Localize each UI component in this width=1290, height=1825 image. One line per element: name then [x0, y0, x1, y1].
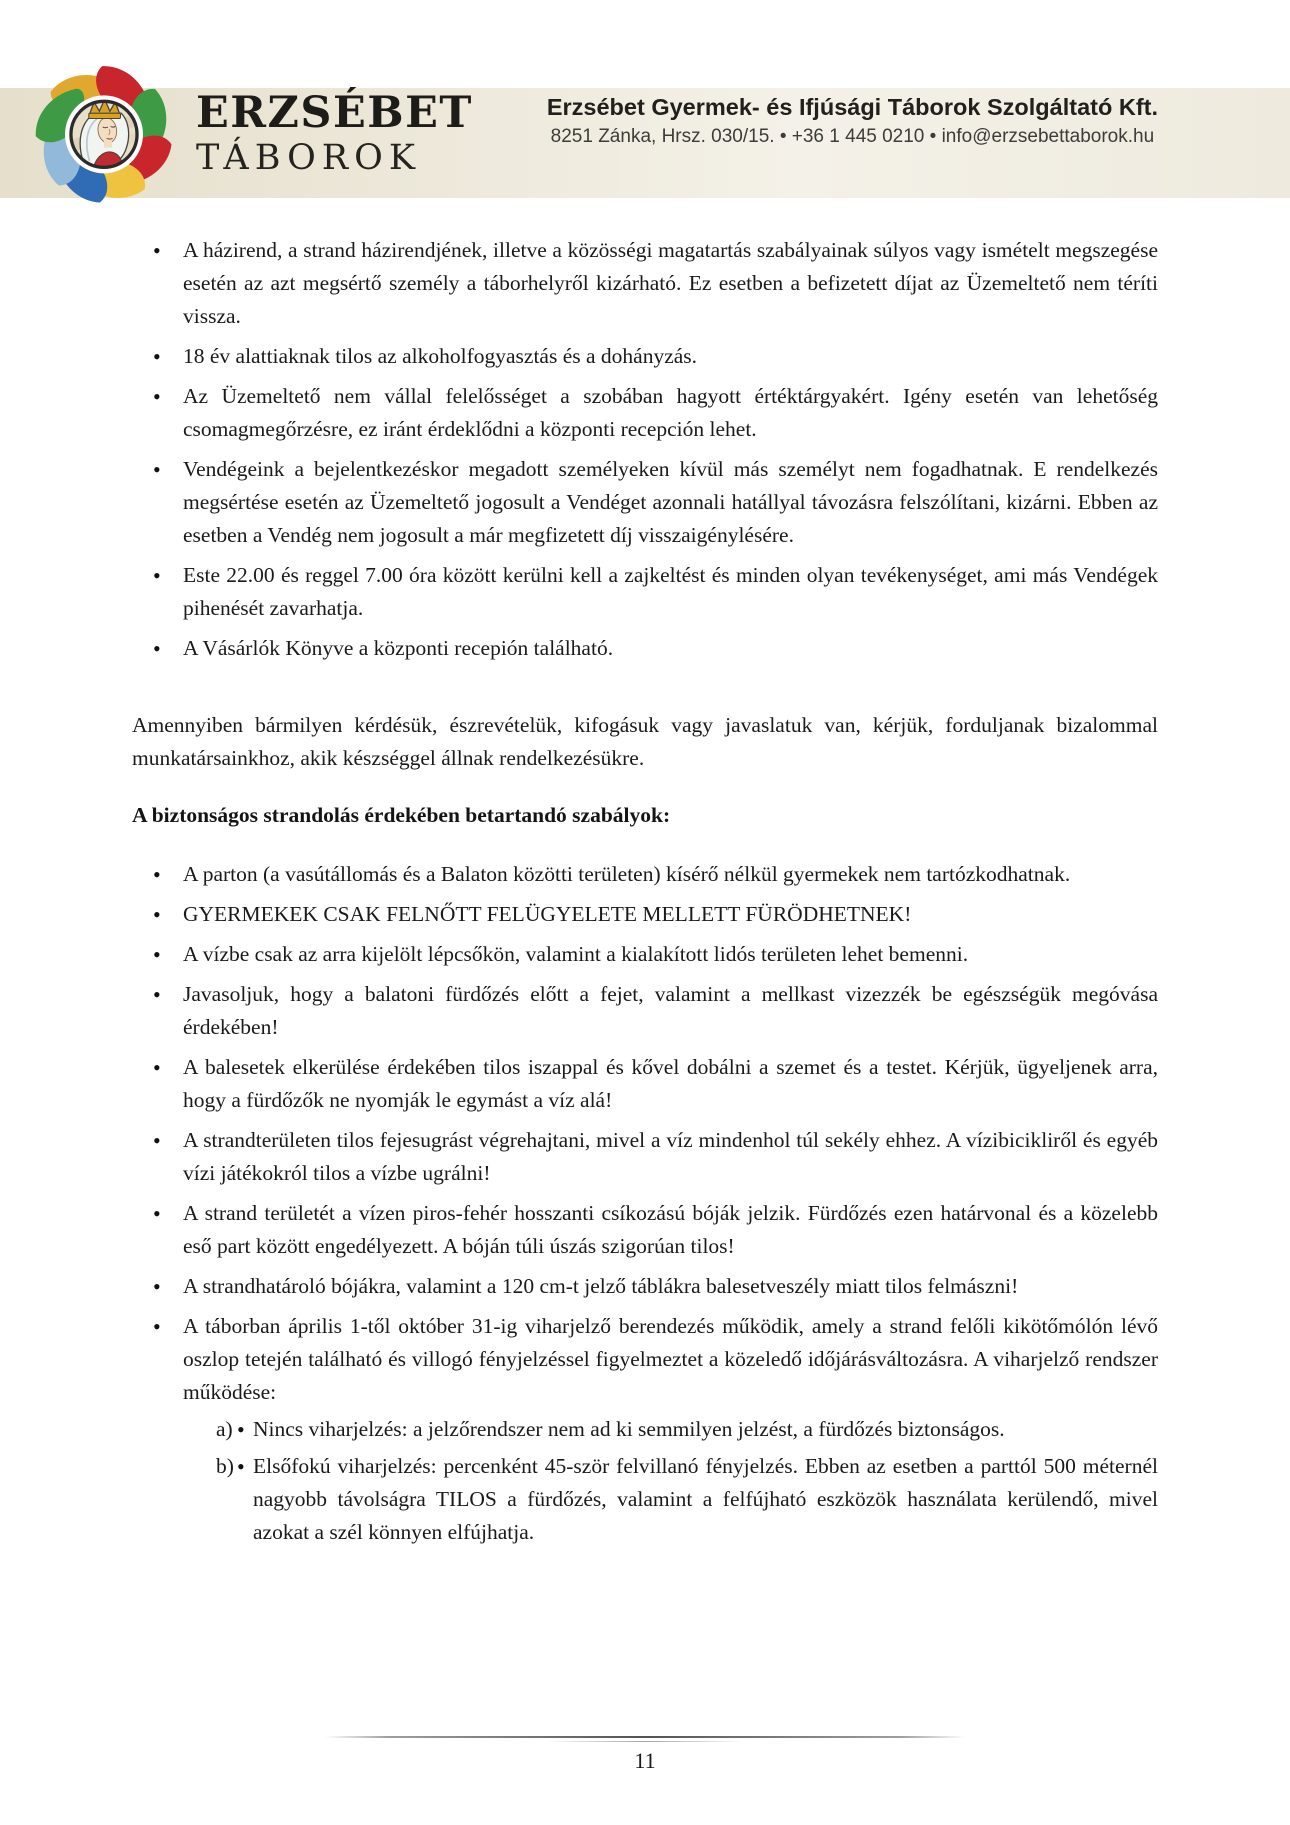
company-name: Erzsébet Gyermek- és Ifjúsági Táborok Szolgáltató Kft.	[546, 94, 1158, 120]
rule-item: • A strandhatároló bójákra, valamint a 120 cm-t jelző táblákra balesetveszély miatt tilos felmászni!	[132, 1270, 1158, 1303]
logo-emblem-icon	[28, 58, 180, 216]
section-heading: A biztonságos strandolás érdekében betartandó szabályok:	[132, 803, 671, 827]
rule-item: • A vízbe csak az arra kijelölt lépcsőkön, valamint a kialakított lidós területen lehet bemenni.	[132, 938, 1158, 971]
company-info	[547, 94, 1158, 148]
rule-item: • Este 22.00 és reggel 7.00 óra között kerülni kell a zajkeltést és minden olyan tevékenységet, ami más Vendégek pihenését zavarhatja.	[132, 559, 1158, 625]
rule-item: • Az Üzemeltető nem vállal felelősséget a szobában hagyott értéktárgyakért. Igény esetén van lehetőség csomagmegőrzésre, ez iránt érdeklődni a központi recepción lehet.	[132, 380, 1158, 446]
brand-wordmark	[196, 88, 473, 178]
erzsebet-taborok-logo	[28, 58, 180, 216]
rule-item: • Vendégeink a bejelentkezéskor megadott személyeken kívül más személyt nem fogadhatnak. E rendelkezés megsértése esetén az Üzemeltető jogosult a Vendéget azonnali hatállyal távozásra felszólítani, kizárni. Ebben az esetben a Vendég nem jogosult a már megfizetett díj visszaigénylésére.	[132, 453, 1158, 552]
rule-item: • Javasoljuk, hogy a balatoni fürdőzés előtt a fejet, valamint a mellkast vizezzék be egészségük megóvása érdekében!	[132, 978, 1158, 1044]
general-rules-list	[132, 234, 1158, 665]
footer-flourish-small	[545, 1741, 745, 1742]
rule-item: • GYERMEKEK CSAK FELNŐTT FELÜGYELETE MELLETT FÜRÖDHETNEK!	[132, 898, 1158, 931]
page-number: 11	[634, 1748, 656, 1773]
rule-item: • A strand területét a vízen piros-fehér hosszanti csíkozású bóják jelzik. Fürdőzés ezen határvonal és a közelebb eső part között engedélyezett. A bóján túli úszás szigorúan tilos!	[132, 1197, 1158, 1263]
rule-item	[132, 1310, 1158, 1549]
sublist-text: Elsőfokú viharjelzés: percenként 45-ször felvillanó fényjelzés. Ebben az esetben a parttól 500 méternél nagyobb távolságra TILOS a fürdőzés, valamint a felfújható eszközök használata kerülendő, mivel azokat a szél könnyen elfújhatja.	[253, 1454, 1158, 1544]
sublist-item	[216, 1413, 1158, 1446]
rule-item: • A balesetek elkerülése érdekében tilos iszappal és kővel dobálni a szemet és a testet. Kérjük, ügyeljenek arra, hogy a fürdőzők ne nyomják le egymást a víz alá!	[132, 1051, 1158, 1117]
page-footer	[0, 1736, 1290, 1774]
company-contact: 8251 Zánka, Hrsz. 030/15. • +36 1 445 0210 • info@erzsebettaborok.hu	[550, 126, 1155, 147]
closing-paragraph: Amennyiben bármilyen kérdésük, észrevételük, kifogásuk vagy javaslatuk van, kérjük, forduljanak bizalommal munkatársainkhoz, akik készséggel állnak rendelkezésükre.	[132, 713, 1158, 770]
sublist-label: • a)	[216, 1417, 233, 1441]
sublist-text: Nincs viharjelzés: a jelzőrendszer nem ad ki semmilyen jelzést, a fürdőzés biztonságos.	[253, 1417, 1005, 1441]
rule-text: A táborban április 1-től október 31-ig viharjelző berendezés működik, amely a strand felőli kikötőmólón lévő oszlop tetején található és villogó fényjelzéssel figyelmeztet a közeledő időjárásváltozásra. A viharjelző rendszer működése:	[183, 1314, 1158, 1404]
rule-item: • A strandterületen tilos fejesugrást végrehajtani, mivel a víz mindenhol túl sekély ehhez. A vízibicikliről és egyéb vízi játékokról tilos a vízbe ugrálni!	[132, 1124, 1158, 1190]
brand-name: ERZSÉBET	[196, 88, 473, 138]
sublist-item	[216, 1450, 1158, 1549]
rule-item: • A házirend, a strand házirendjének, illetve a közösségi magatartás szabályainak súlyos vagy ismételt megszegése esetén az azt megsértő személy a táborhelyről kizárható. Ez esetben a befizetett díjat az Üzemeltető nem téríti vissza.	[132, 234, 1158, 333]
storm-signal-sublist	[216, 1413, 1158, 1549]
document-content	[132, 234, 1158, 1556]
rule-item: • A Vásárlók Könyve a központi recepión található.	[132, 632, 1158, 665]
footer-flourish	[325, 1736, 965, 1738]
rule-item: • A parton (a vasútállomás és a Balaton közötti területen) kísérő nélkül gyermekek nem tartózkodhatnak.	[132, 858, 1158, 891]
beach-rules-list	[132, 858, 1158, 1549]
brand-subname: TÁBOROK	[196, 138, 421, 178]
sublist-label: • b)	[216, 1454, 234, 1478]
rule-item: • 18 év alattiaknak tilos az alkoholfogyasztás és a dohányzás.	[132, 340, 1158, 373]
